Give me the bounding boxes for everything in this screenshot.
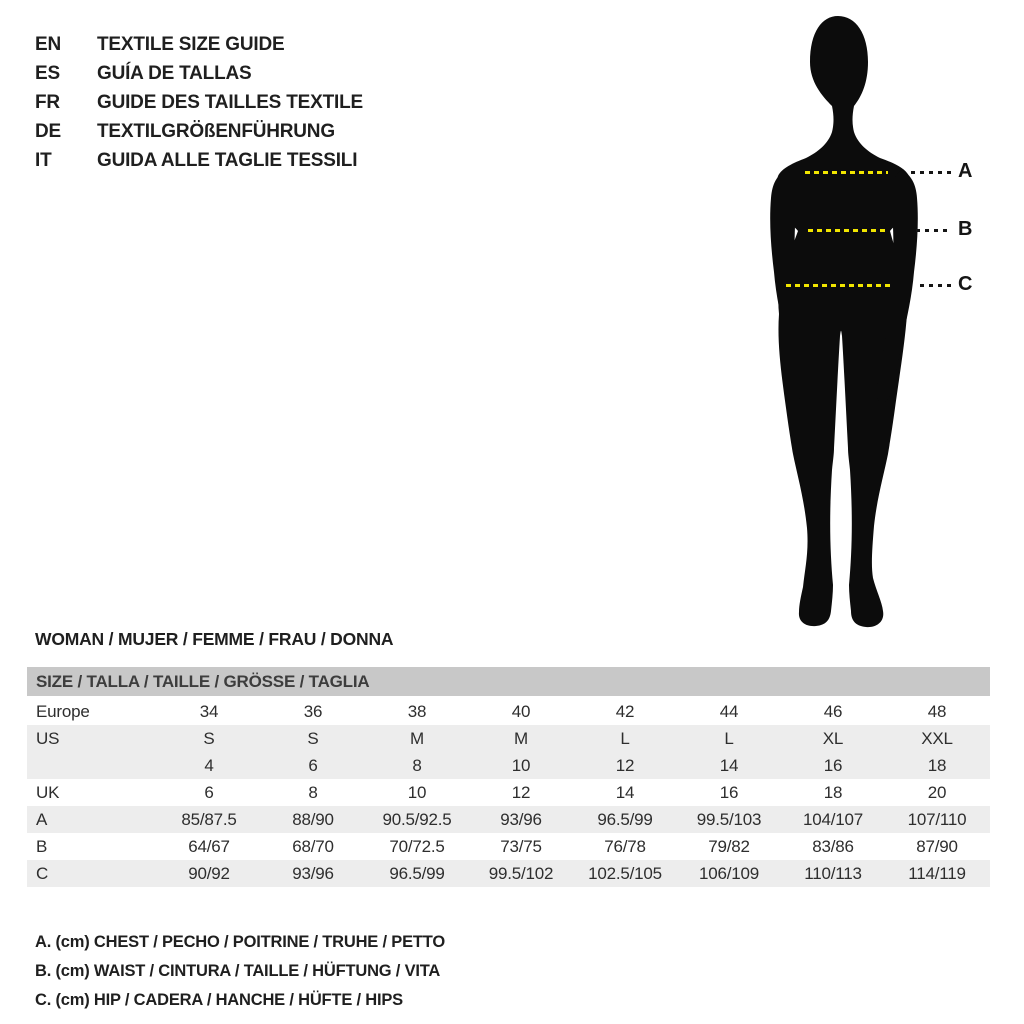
waist-leader-dots bbox=[916, 229, 951, 232]
size-cell: 46 bbox=[823, 701, 843, 721]
size-cell: 6 bbox=[308, 755, 318, 775]
size-cell: 102.5/105 bbox=[588, 863, 662, 883]
size-cell: L bbox=[620, 728, 630, 748]
chest-leader-dots bbox=[911, 171, 951, 174]
size-cell: 8 bbox=[412, 755, 422, 775]
size-cell: S bbox=[203, 728, 215, 748]
chest-marker-label: A bbox=[958, 160, 973, 182]
language-code: ES bbox=[35, 62, 60, 84]
size-cell: 4 bbox=[204, 755, 214, 775]
size-cell: 8 bbox=[308, 782, 318, 802]
size-cell: 90/92 bbox=[188, 863, 230, 883]
row-label: B bbox=[36, 836, 48, 856]
size-cell: 42 bbox=[615, 701, 635, 721]
size-cell: 110/113 bbox=[804, 863, 862, 883]
legend-list bbox=[35, 928, 445, 1015]
language-title: TEXTILGRÖßENFÜHRUNG bbox=[97, 120, 335, 142]
language-code: EN bbox=[35, 33, 61, 55]
size-cell: XXL bbox=[921, 728, 953, 748]
legend-row: A. (cm) CHEST / PECHO / POITRINE / TRUHE / PETTO bbox=[35, 933, 445, 951]
size-cell: 20 bbox=[927, 782, 947, 802]
size-cell: 68/70 bbox=[292, 836, 334, 856]
size-cell: 85/87.5 bbox=[181, 809, 237, 829]
hip-measure-line bbox=[786, 284, 892, 287]
size-cell: 12 bbox=[615, 755, 635, 775]
size-table-body bbox=[27, 698, 990, 887]
size-cell: 18 bbox=[927, 755, 947, 775]
table-row bbox=[27, 860, 990, 887]
waist-measure-line bbox=[808, 229, 886, 232]
size-cell: 48 bbox=[927, 701, 947, 721]
row-label: UK bbox=[36, 782, 60, 802]
row-label: Europe bbox=[36, 701, 90, 721]
size-cell: 104/107 bbox=[802, 809, 864, 829]
size-cell: 96.5/99 bbox=[389, 863, 445, 883]
language-title: GUÍA DE TALLAS bbox=[97, 62, 252, 84]
chest-measure-line bbox=[805, 171, 888, 174]
hip-leader-dots bbox=[920, 284, 951, 287]
size-cell: 83/86 bbox=[812, 836, 854, 856]
legend-row: B. (cm) WAIST / CINTURA / TAILLE / HÜFTUNG / VITA bbox=[35, 962, 441, 980]
hip-marker-label: C bbox=[958, 273, 973, 295]
size-cell: 44 bbox=[719, 701, 739, 721]
language-code: DE bbox=[35, 120, 61, 142]
size-table-header: SIZE / TALLA / TAILLE / GRÖSSE / TAGLIA bbox=[27, 667, 990, 696]
size-cell: 99.5/103 bbox=[696, 809, 762, 829]
row-label: C bbox=[36, 863, 49, 883]
size-cell: 16 bbox=[719, 782, 739, 802]
size-cell: S bbox=[307, 728, 319, 748]
size-cell: 88/90 bbox=[292, 809, 334, 829]
size-cell: 6 bbox=[204, 782, 214, 802]
size-cell: 76/78 bbox=[604, 836, 646, 856]
size-table bbox=[27, 667, 990, 887]
size-cell: 40 bbox=[511, 701, 531, 721]
table-row bbox=[27, 833, 990, 860]
size-cell: 114/119 bbox=[908, 863, 966, 883]
language-code: IT bbox=[35, 149, 52, 171]
size-cell: 38 bbox=[407, 701, 427, 721]
table-row bbox=[27, 779, 990, 806]
size-cell: 34 bbox=[199, 701, 219, 721]
size-cell: 99.5/102 bbox=[488, 863, 554, 883]
size-cell: 70/72.5 bbox=[389, 836, 445, 856]
size-cell: 90.5/92.5 bbox=[382, 809, 452, 829]
size-cell: 73/75 bbox=[500, 836, 542, 856]
size-cell: 14 bbox=[719, 755, 739, 775]
language-code: FR bbox=[35, 91, 60, 113]
size-cell: 93/96 bbox=[500, 809, 542, 829]
size-cell: 64/67 bbox=[188, 836, 230, 856]
size-cell: 93/96 bbox=[292, 863, 334, 883]
size-cell: 12 bbox=[511, 782, 531, 802]
language-title: TEXTILE SIZE GUIDE bbox=[97, 33, 285, 55]
waist-marker-label: B bbox=[958, 218, 973, 240]
size-cell: 14 bbox=[615, 782, 635, 802]
size-cell: 107/110 bbox=[907, 809, 967, 829]
row-label: A bbox=[36, 809, 48, 829]
size-cell: 106/109 bbox=[698, 863, 760, 883]
size-cell: 10 bbox=[511, 755, 531, 775]
size-cell: 79/82 bbox=[708, 836, 750, 856]
size-cell: 18 bbox=[823, 782, 843, 802]
woman-silhouette-icon bbox=[756, 12, 942, 632]
size-cell: 10 bbox=[407, 782, 427, 802]
language-title: GUIDA ALLE TAGLIE TESSILI bbox=[97, 149, 358, 171]
table-row bbox=[27, 752, 990, 779]
size-cell: XL bbox=[822, 728, 844, 748]
table-row bbox=[27, 698, 990, 725]
table-row bbox=[27, 725, 990, 752]
size-cell: 96.5/99 bbox=[597, 809, 653, 829]
language-title: GUIDE DES TAILLES TEXTILE bbox=[97, 91, 363, 113]
size-cell: L bbox=[724, 728, 734, 748]
row-label: US bbox=[36, 728, 60, 748]
size-cell: 87/90 bbox=[916, 836, 958, 856]
size-cell: M bbox=[410, 728, 424, 748]
size-cell: M bbox=[514, 728, 528, 748]
section-title: WOMAN / MUJER / FEMME / FRAU / DONNA bbox=[35, 629, 394, 649]
table-row bbox=[27, 806, 990, 833]
size-cell: 16 bbox=[823, 755, 843, 775]
legend-row: C. (cm) HIP / CADERA / HANCHE / HÜFTE / HIPS bbox=[35, 991, 403, 1009]
size-cell: 36 bbox=[303, 701, 323, 721]
